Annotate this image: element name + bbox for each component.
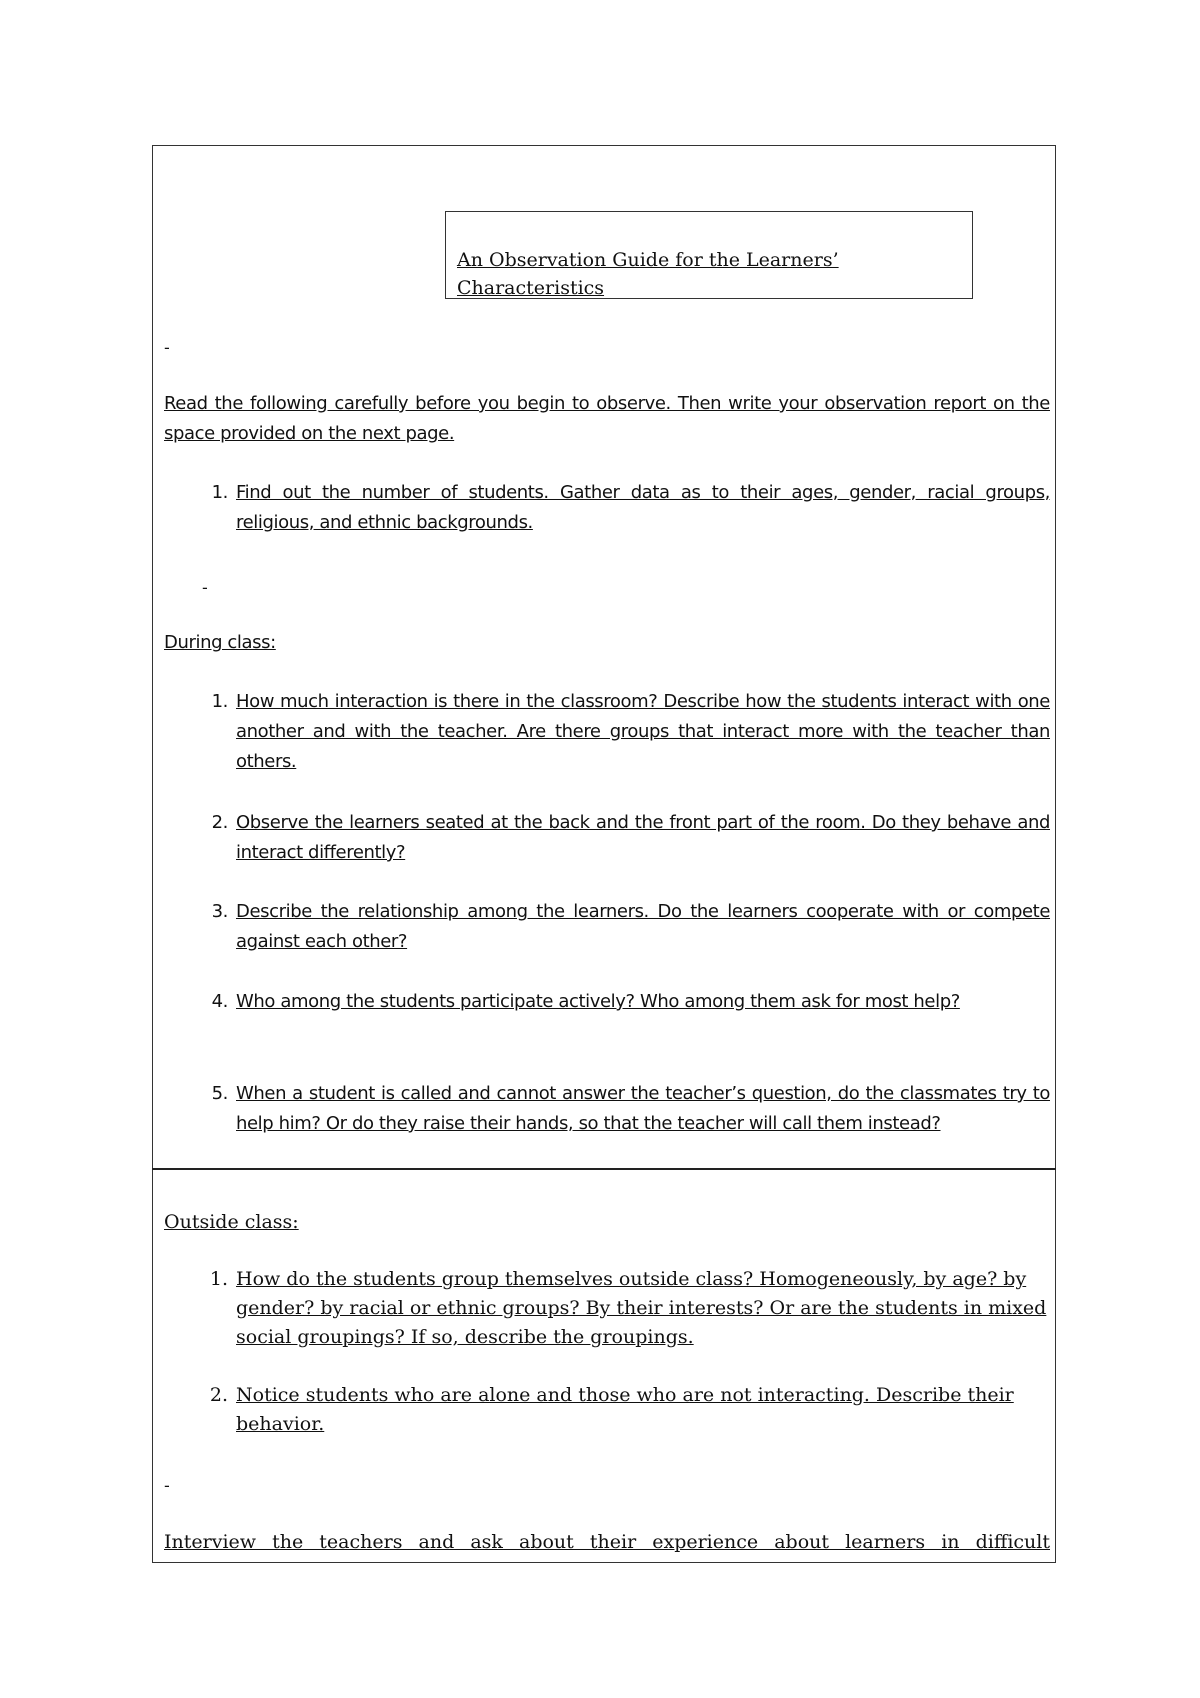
dash-marker: - [202, 578, 208, 597]
during-class-heading: During class: [164, 632, 276, 653]
interview-paragraph: Interview the teachers and ask about their experience about learners in difficult [164, 1531, 1050, 1553]
list-text: When a student is called and cannot answer the teacher’s question, do the classmates try to help him? Or do they raise their hands, so that the teacher will call them instead? [236, 1083, 1050, 1134]
dash-marker: - [164, 338, 170, 357]
list-text: Describe the relationship among the learners. Do the learners cooperate with or compete against each other? [236, 901, 1050, 952]
list-text: Observe the learners seated at the back and the front part of the room. Do they behave and interact differently? [236, 812, 1050, 863]
title-box [445, 211, 973, 299]
list-item [164, 1079, 1050, 1139]
list-number: 5. [211, 1083, 228, 1104]
document-title: An Observation Guide for the Learners’ Characteristics [457, 249, 839, 299]
list-item [164, 1381, 1050, 1439]
intro-paragraph: Read the following carefully before you begin to observe. Then write your observation report on the space provided on the next page. [164, 393, 1050, 444]
list-text: Who among the students participate actively? Who among them ask for most help? [236, 991, 960, 1012]
list-number: 2. [211, 812, 228, 833]
list-item [164, 987, 1050, 1017]
list-item [164, 478, 1050, 538]
section-divider [152, 1168, 1056, 1170]
list-number: 3. [211, 901, 228, 922]
list-text: Notice students who are alone and those who are not interacting. Describe their behavior. [236, 1384, 1014, 1435]
list-text: How much interaction is there in the classroom? Describe how the students interact with one another and with the teacher. Are there groups that interact more with the teacher than others. [236, 691, 1050, 772]
list-number: 1. [211, 691, 228, 712]
outside-class-heading: Outside class: [164, 1211, 299, 1233]
list-number: 2. [209, 1384, 228, 1406]
dash-marker: - [164, 1476, 170, 1495]
list-number: 1. [209, 1268, 228, 1290]
list-item [164, 808, 1050, 868]
list-number: 1. [211, 482, 228, 503]
list-text: Find out the number of students. Gather data as to their ages, gender, racial groups, religious, and ethnic backgrounds. [236, 482, 1050, 533]
list-number: 4. [211, 991, 228, 1012]
list-text: How do the students group themselves outside class? Homogeneously, by age? by gender? by racial or ethnic groups? By their interests? Or are the students in mixed social groupings? If so, describe the groupings. [236, 1268, 1047, 1348]
list-item [164, 897, 1050, 957]
list-item [164, 1265, 1050, 1352]
list-item [164, 687, 1050, 777]
